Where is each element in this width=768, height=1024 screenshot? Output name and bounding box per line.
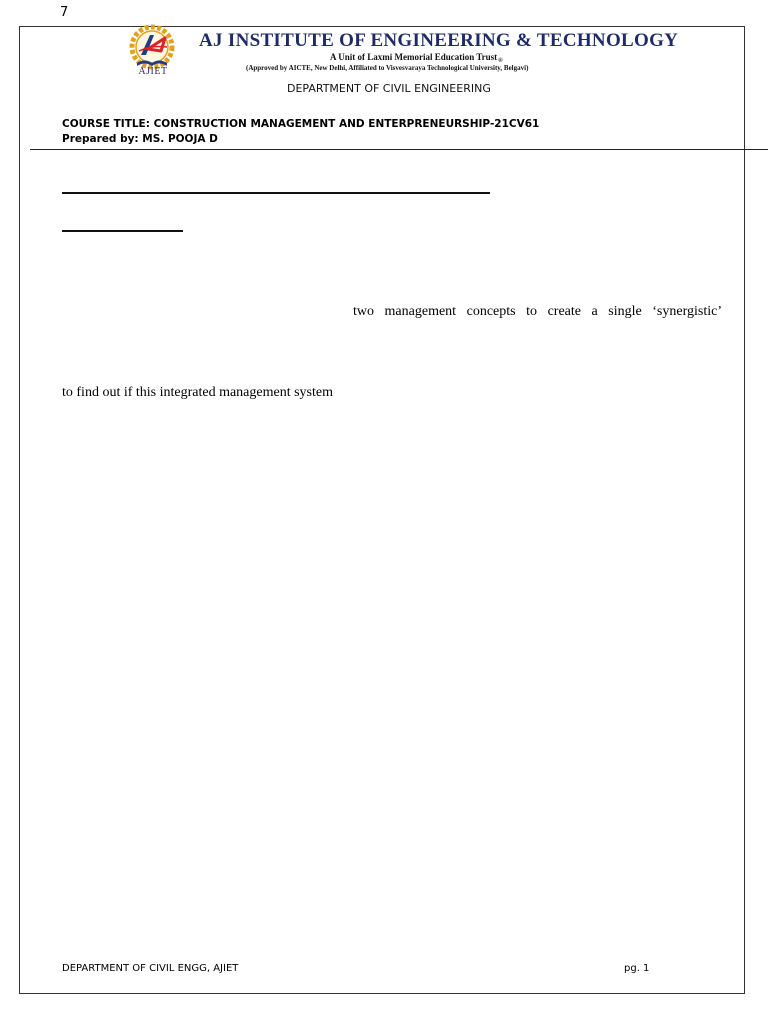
body-text-line-1: two management concepts to create a single ‘synergistic’ xyxy=(353,304,722,319)
logo-caption: AJIET xyxy=(138,66,168,77)
blank-underline-long xyxy=(62,192,490,194)
footer-page-number: pg. 1 xyxy=(624,963,650,974)
prepared-by: Prepared by: MS. POOJA D xyxy=(62,133,218,145)
department-title: DEPARTMENT OF CIVIL ENGINEERING xyxy=(287,82,491,95)
page-number: 7 xyxy=(60,5,69,20)
course-title: COURSE TITLE: CONSTRUCTION MANAGEMENT AND ENTERPRENEURSHIP-21CV61 xyxy=(62,118,540,130)
blank-underline-short xyxy=(62,230,183,232)
footer-department: DEPARTMENT OF CIVIL ENGG, AJIET xyxy=(62,963,239,974)
header-rule xyxy=(30,149,768,150)
institution-trust xyxy=(330,52,503,64)
institution-name: AJ INSTITUTE OF ENGINEERING & TECHNOLOGY xyxy=(199,30,679,51)
trust-text: A Unit of Laxmi Memorial Education Trust xyxy=(330,52,498,62)
registered-mark: ® xyxy=(498,58,503,64)
body-text-line-2: to find out if this integrated management system xyxy=(62,385,333,400)
page-frame xyxy=(19,26,745,994)
institution-approval: (Approved by AICTE, New Delhi, Affiliated to Visvesvaraya Technological University, Belgavi) xyxy=(246,64,529,72)
